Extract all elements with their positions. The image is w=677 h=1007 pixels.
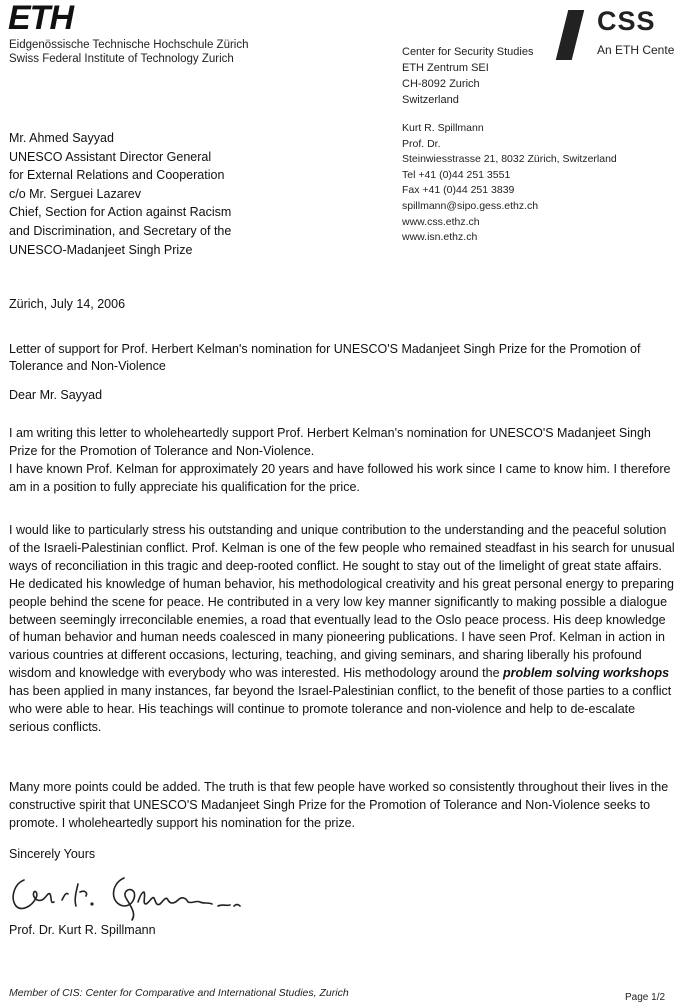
eth-name-english: Swiss Federal Institute of Technology Zurich (9, 53, 234, 65)
paragraph-1 (9, 425, 677, 497)
letter-date: Zürich, July 14, 2006 (9, 297, 126, 311)
paragraph-2 (9, 522, 677, 737)
recipient-line: for External Relations and Cooperation (9, 168, 225, 183)
sender-fax: Fax +41 (0)44 251 3839 (402, 184, 515, 197)
paragraph-2-text-a: I would like to particularly stress his outstanding and unique contribution to the understanding and the peaceful solution of the Israeli-Palestinian conflict. Prof. Kelman is one of the few people who remained steadfast in his search for unusual ways of reconciliation in this tragic and deep-rooted conflict. He sought to stay out of the limelight of great state affairs. He dedicated his knowledge of human behavior, his methodological creativity and his great personal energy to preparing people behind the scene for peace. He contributed in a very low key manner significantly to making possible a dialogue between seemingly irreconcilable enemies, a road that eventually lead to the Oslo peace process. His deep knowledge of human behavior and human needs coalesced in many pioneering publications. I have seen Prof. Kelman in action in various countries at different occasions, lecturing, teaching, and giving seminars, and sharing liberally his profound wisdom and knowledge with everybody who was interested. His methodology around the (9, 523, 675, 681)
sender-web-css[interactable]: www.css.ethz.ch (402, 215, 480, 228)
eth-logo: ETH (8, 0, 73, 37)
recipient-line: c/o Mr. Serguei Lazarev (9, 186, 142, 201)
paragraph-1-sentence-2: I have known Prof. Kelman for approximately 20 years and have followed his work since I came to know him. I therefore am in a position to fully appreciate his qualification for the price. (9, 461, 671, 494)
sender-name: Kurt R. Spillmann (402, 122, 484, 134)
eth-institution-name (9, 38, 249, 66)
center-address-line: Center for Security Studies (402, 46, 534, 58)
letter-closing: Sincerely Yours (9, 847, 96, 861)
css-logo-subtitle: An ETH Cente (597, 43, 675, 57)
css-logo: CSS (597, 6, 656, 36)
recipient-line: and Discrimination, and Secretary of the (9, 223, 232, 238)
recipient-line: UNESCO-Madanjeet Singh Prize (9, 242, 193, 257)
letter-subject: Letter of support for Prof. Herbert Kelman's nomination for UNESCO'S Madanjeet Singh Prize for the Promotion of Tolerance and Non-Violence (9, 342, 641, 373)
css-logo-bar (556, 10, 584, 60)
paragraph-2-emphasis: problem solving workshops (503, 666, 670, 681)
footer-member-note: Member of CIS: Center for Comparative and International Studies, Zurich (9, 987, 349, 999)
sender-tel: Tel +41 (0)44 251 3551 (402, 168, 511, 181)
recipient-line: UNESCO Assistant Director General (9, 149, 212, 164)
sender-web-isn[interactable]: www.isn.ethz.ch (402, 231, 478, 244)
sender-street: Steinwiesstrasse 21, 8032 Zürich, Switzerland (402, 153, 617, 166)
recipient-address (9, 129, 231, 259)
eth-name-german: Eidgenössische Technische Hochschule Zürich (9, 39, 249, 51)
center-address (402, 44, 533, 108)
signer-name: Prof. Dr. Kurt R. Spillmann (9, 923, 156, 937)
center-address-line: ETH Zentrum SEI (402, 62, 489, 74)
handwritten-signature (6, 862, 276, 924)
paragraph-2-text-b: has been applied in many instances, far beyond the Israel-Palestinian conflict, to the benefit of those parties to a conflict who were able to hear. His teachings will continue to promote tolerance and non-violence and help to de-escalate serious conflicts. (9, 684, 672, 734)
center-address-line: Switzerland (402, 94, 459, 106)
paragraph-1-sentence-1: I am writing this letter to wholeheartedly support Prof. Herbert Kelman's nomination for UNESCO'S Madanjeet Singh Prize for the Promotion of Tolerance and Non-Violence. (9, 426, 651, 458)
recipient-line: Mr. Ahmed Sayyad (9, 131, 114, 145)
center-address-line: CH-8092 Zurich (402, 78, 480, 90)
paragraph-3: Many more points could be added. The truth is that few people have worked so consistently throughout their lives in the constructive spirit that UNESCO'S Madanjeet Singh Prize for the Promotion of Tolerance and Non-Violence seeks to promote. I wholeheartedly support his nomination for the prize. (9, 780, 669, 830)
sender-email[interactable]: spillmann@sipo.gess.ethz.ch (402, 199, 539, 212)
sender-title: Prof. Dr. (402, 137, 441, 150)
letter-salutation: Dear Mr. Sayyad (9, 388, 103, 402)
sender-contact (402, 121, 617, 246)
recipient-line: Chief, Section for Action against Racism (9, 205, 232, 220)
page-number: Page 1/2 (625, 992, 666, 1003)
